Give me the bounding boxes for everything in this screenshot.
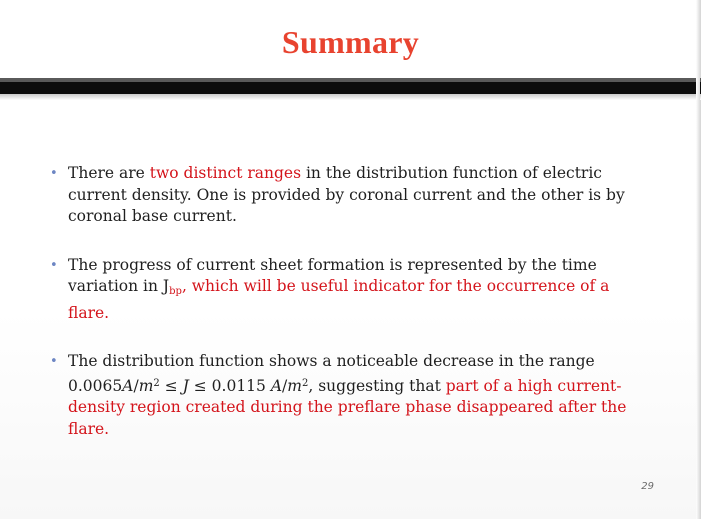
- bullet-2-highlight: , which will be useful indicator for the occurrence of a flare.: [68, 277, 610, 322]
- bullet-3-slash-1: /: [133, 376, 139, 395]
- bullet-2-subscript: bp: [169, 286, 182, 297]
- bullet-3-unit-a1: A: [122, 376, 134, 395]
- bullet-3-symbol-j: J: [182, 376, 189, 395]
- bullet-1-text-a: There are: [68, 164, 150, 182]
- bullet-1-highlight: two distinct ranges: [149, 164, 302, 182]
- bullet-3-le-1: ≤: [159, 376, 183, 395]
- bullet-item-3: [46, 351, 651, 440]
- bullet-3-sup-2: 2: [301, 377, 309, 389]
- bullet-3-text-a: The distribution function shows a noticeable decrease in the range 0.0065: [68, 352, 595, 395]
- title-divider-shadow: [0, 94, 701, 100]
- bullet-3-slash-2: /: [282, 376, 288, 395]
- page-number: 29: [641, 481, 654, 492]
- bullet-3-sup-1: 2: [153, 377, 160, 389]
- bullet-item-1: [46, 163, 651, 228]
- slide-edge-shadow: [696, 0, 700, 519]
- bullet-3-unit-m1: m: [138, 376, 154, 395]
- bullet-dot-icon: •: [50, 257, 58, 273]
- bullet-dot-icon: •: [50, 354, 58, 369]
- title-divider-band: [0, 82, 701, 94]
- slide-title: Summary: [281, 24, 420, 60]
- bullet-3-highlight: part of a high current-density region created during the preflare phase disappeared after the flare.: [68, 376, 627, 438]
- bullet-item-2: [46, 255, 651, 325]
- bullet-1-text-b: in the distribution function of electric current density. One is provided by coronal current and the other is by coronal base current.: [68, 164, 625, 225]
- bullet-3-unit-m2: m: [287, 376, 302, 395]
- bullet-3-le-2: ≤ 0.0115: [188, 376, 271, 395]
- bullet-3-unit-a2: A: [270, 376, 283, 395]
- bullet-dot-icon: •: [50, 166, 58, 181]
- bullet-list: [46, 163, 651, 467]
- bullet-3-text-b: , suggesting that: [308, 376, 446, 395]
- bullet-2-text-a: The progress of current sheet formation is represented by the time variation in J: [68, 255, 597, 295]
